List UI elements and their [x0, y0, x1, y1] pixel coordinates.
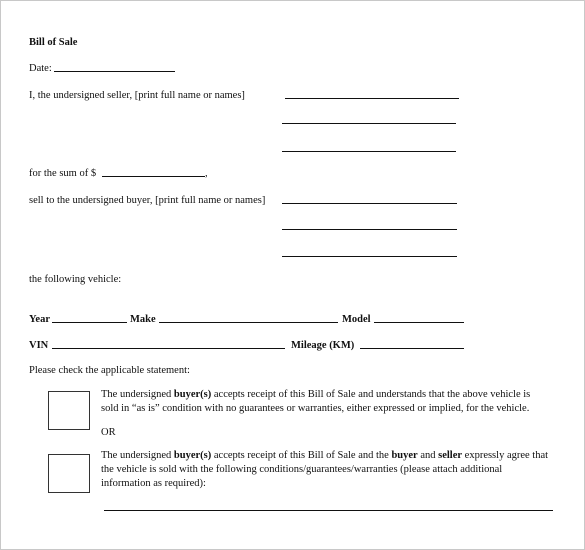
document-title: Bill of Sale	[29, 37, 78, 48]
option2-text-a: The undersigned	[101, 450, 174, 461]
buyer-name-line-1[interactable]	[282, 203, 457, 204]
option1-text-b: accepts receipt of this Bill of Sale and understands that the above vehicle is	[211, 389, 531, 400]
seller-name-line-1[interactable]	[285, 98, 459, 99]
buyer-name-line-3[interactable]	[282, 256, 457, 257]
vin-field-line[interactable]	[52, 348, 285, 349]
seller-label: I, the undersigned seller, [print full name or names]	[29, 90, 245, 101]
option2-text-d: expressly agree that	[462, 450, 549, 461]
seller-name-line-2[interactable]	[282, 123, 456, 124]
option2-line3: information as required):	[101, 478, 206, 489]
buyer-name-line-2[interactable]	[282, 229, 457, 230]
vehicle-label: the following vehicle:	[29, 274, 122, 285]
make-label: Make	[130, 314, 156, 325]
option-as-is-text	[101, 388, 530, 416]
option2-text-c: and	[417, 450, 439, 461]
mileage-label: Mileage (KM)	[291, 340, 355, 351]
sum-label: for the sum of $	[29, 168, 97, 179]
sum-trailing-comma: ,	[205, 168, 208, 179]
option2-bold-buyers: buyer(s)	[173, 450, 212, 461]
date-label: Date:	[29, 63, 52, 74]
option2-text-b: accepts receipt of this Bill of Sale and the	[211, 450, 392, 461]
year-field-line[interactable]	[52, 322, 127, 323]
model-field-line[interactable]	[374, 322, 464, 323]
seller-name-line-3[interactable]	[282, 151, 456, 152]
conditions-field-line[interactable]	[104, 510, 553, 511]
or-label: OR	[101, 427, 116, 438]
mileage-field-line[interactable]	[360, 348, 464, 349]
year-label: Year	[29, 314, 50, 325]
sum-field-line[interactable]	[102, 176, 205, 177]
vin-label: VIN	[29, 340, 49, 351]
option2-line2: the vehicle is sold with the following conditions/guarantees/warranties (please attach additional	[101, 464, 503, 475]
option-as-is-checkbox[interactable]	[48, 391, 90, 430]
option1-line2: sold in “as is” condition with no guarantees or warranties, either expressed or implied, for the vehicle.	[101, 403, 530, 414]
model-label: Model	[342, 314, 371, 325]
date-field-line[interactable]	[54, 71, 175, 72]
option2-bold-seller: seller	[438, 450, 463, 461]
option1-text-a: The undersigned	[101, 389, 174, 400]
option-warranty-checkbox[interactable]	[48, 454, 90, 493]
option2-bold-buyer: buyer	[391, 450, 418, 461]
option-warranty-text	[101, 449, 548, 491]
buyer-label: sell to the undersigned buyer, [print full name or names]	[29, 195, 266, 206]
option1-bold-buyer: buyer(s)	[173, 389, 212, 400]
make-field-line[interactable]	[159, 322, 338, 323]
check-instruction: Please check the applicable statement:	[29, 365, 190, 376]
